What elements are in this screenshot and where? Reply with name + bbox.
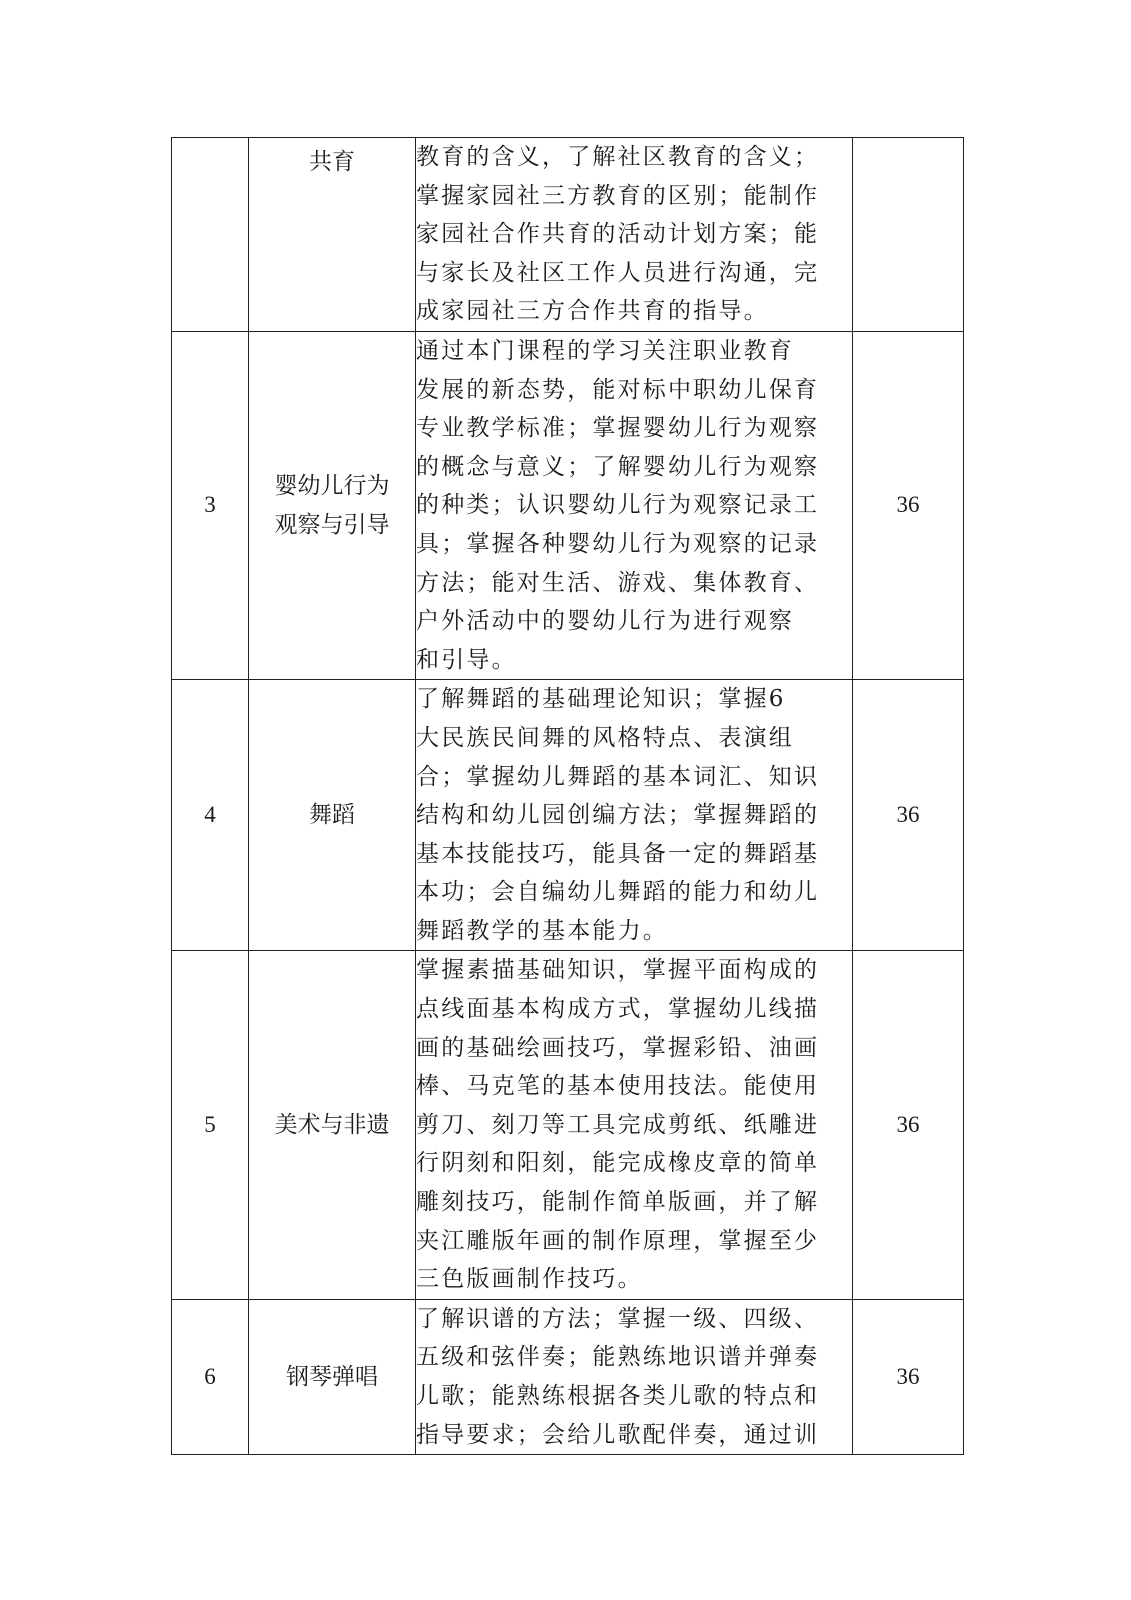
- course-name-cell: [249, 331, 416, 679]
- description-line: 专业教学标准；掌握婴幼儿行为观察: [416, 415, 820, 442]
- description-line: 儿歌；能熟练根据各类儿歌的特点和: [416, 1383, 820, 1409]
- course-name-cell: 共育: [249, 138, 416, 332]
- description-line: 的种类；认识婴幼儿行为观察记录工: [416, 492, 820, 519]
- description-line: 的概念与意义；了解婴幼儿行为观察: [416, 453, 820, 480]
- description-line: 舞蹈教学的基本能力。: [416, 917, 668, 944]
- description-line: 方法；能对生活、游戏、集体教育、: [416, 569, 820, 596]
- course-description-cell: [416, 138, 853, 332]
- course-table: [171, 137, 964, 1455]
- description-line: 指导要求；会给儿歌配伴奏，通过训: [416, 1421, 820, 1448]
- description-line: 剪刀、刻刀等工具完成剪纸、纸雕进: [416, 1111, 820, 1138]
- course-hours-cell: 36: [853, 1299, 964, 1454]
- description-line: 结构和幼儿园创编方法；掌握舞蹈的: [416, 802, 820, 829]
- description-line: 五级和弦伴奏；能熟练地识谱并弹奏: [416, 1344, 820, 1371]
- description-line: 雕刻技巧，能制作简单版画，并了解: [416, 1189, 820, 1216]
- description-line: 具；掌握各种婴幼儿行为观察的记录: [416, 530, 820, 557]
- course-hours-cell: 36: [853, 951, 964, 1299]
- course-description-cell: [416, 331, 853, 679]
- course-description-cell: [416, 680, 853, 951]
- description-line: 棒、马克笔的基本使用技法。能使用: [416, 1073, 820, 1100]
- description-line: 夹江雕版年画的制作原理，掌握至少: [416, 1227, 820, 1254]
- description-line: 户外活动中的婴幼儿行为进行观察: [416, 608, 794, 635]
- description-line: 通过本门课程的学习关注职业教育: [416, 337, 794, 364]
- course-name-line: 婴幼儿行为: [274, 473, 390, 500]
- description-line: 画的基础绘画技巧，掌握彩铅、油画: [416, 1034, 820, 1061]
- course-description-cell: [416, 1299, 853, 1454]
- description-line: 家园社合作共育的活动计划方案；能: [416, 221, 820, 248]
- course-name-cell: 美术与非遗: [249, 951, 416, 1299]
- table-row: [172, 680, 964, 951]
- description-line: 合；掌握幼儿舞蹈的基本词汇、知识: [416, 763, 820, 790]
- description-line: 和引导。: [416, 646, 517, 673]
- description-line: 掌握素描基础知识，掌握平面构成的: [416, 957, 820, 984]
- course-hours-cell: 36: [853, 680, 964, 951]
- course-name-cell: 舞蹈: [249, 680, 416, 951]
- description-line: 基本技能技巧，能具备一定的舞蹈基: [416, 840, 820, 867]
- description-line: 大民族民间舞的风格特点、表演组: [416, 724, 794, 751]
- description-line: 掌握家园社三方教育的区别；能制作: [416, 182, 820, 209]
- course-number-cell: 5: [172, 951, 249, 1299]
- course-name-cell: 钢琴弹唱: [249, 1299, 416, 1454]
- description-line: 行阴刻和阳刻，能完成橡皮章的简单: [416, 1150, 820, 1177]
- course-number-cell: 6: [172, 1299, 249, 1454]
- table-row: [172, 138, 964, 332]
- description-line: 本功；会自编幼儿舞蹈的能力和幼儿: [416, 879, 820, 906]
- description-line: 了解识谱的方法；掌握一级、四级、: [416, 1305, 820, 1332]
- course-name-line: 观察与引导: [274, 511, 390, 538]
- course-number-cell: [172, 138, 249, 332]
- table-row: [172, 1299, 964, 1454]
- table-row: [172, 951, 964, 1299]
- description-line: 与家长及社区工作人员进行沟通，完: [416, 259, 820, 286]
- description-line: 了解舞蹈的基础理论知识；掌握6: [416, 686, 786, 713]
- description-line: 发展的新态势，能对标中职幼儿保育: [416, 376, 820, 403]
- description-line: 教育的含义，了解社区教育的含义；: [416, 144, 820, 170]
- course-number-cell: 4: [172, 680, 249, 951]
- table-row: [172, 331, 964, 679]
- course-table-body: [172, 138, 964, 1455]
- course-number-cell: 3: [172, 331, 249, 679]
- course-hours-cell: [853, 138, 964, 332]
- course-hours-cell: 36: [853, 331, 964, 679]
- description-line: 成家园社三方合作共育的指导。: [416, 298, 769, 325]
- description-line: 点线面基本构成方式，掌握幼儿线描: [416, 996, 820, 1023]
- course-description-cell: [416, 951, 853, 1299]
- description-line: 三色版画制作技巧。: [416, 1266, 643, 1293]
